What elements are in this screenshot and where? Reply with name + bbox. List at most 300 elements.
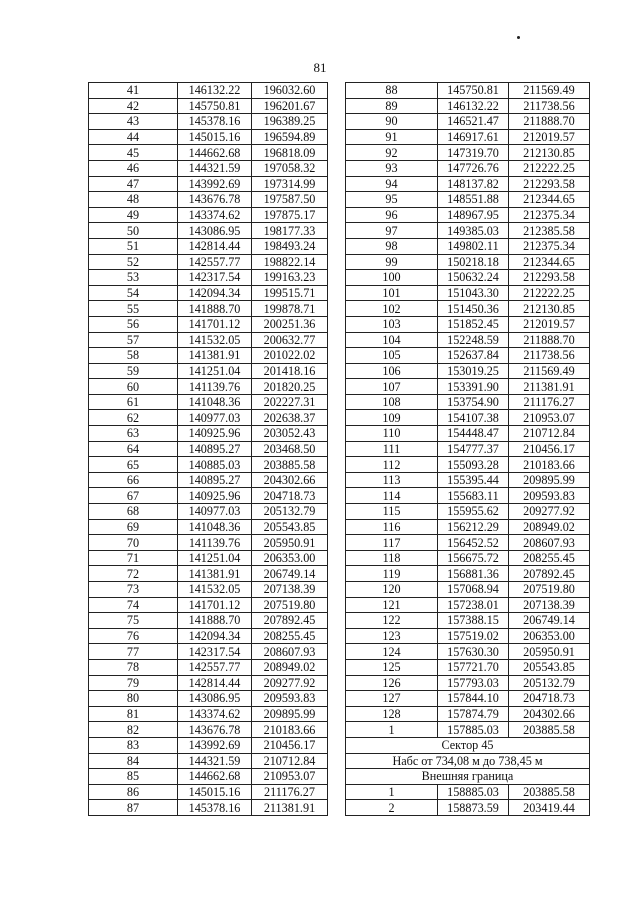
x-coordinate: 140895.27 xyxy=(178,472,252,488)
y-coordinate: 200632.77 xyxy=(252,332,328,348)
point-number: 81 xyxy=(89,706,178,722)
table-row xyxy=(346,535,590,551)
point-number: 83 xyxy=(89,737,178,753)
y-coordinate: 201418.16 xyxy=(252,363,328,379)
point-number: 1 xyxy=(346,722,438,738)
y-coordinate: 202638.37 xyxy=(252,410,328,426)
y-coordinate: 208949.02 xyxy=(252,659,328,675)
x-coordinate: 141381.91 xyxy=(178,348,252,364)
table-row xyxy=(346,722,590,738)
x-coordinate: 141139.76 xyxy=(178,379,252,395)
point-number: 91 xyxy=(346,129,438,145)
point-number: 127 xyxy=(346,691,438,707)
x-coordinate: 142094.34 xyxy=(178,628,252,644)
x-coordinate: 151450.36 xyxy=(438,301,509,317)
table-row xyxy=(346,800,590,816)
x-coordinate: 157238.01 xyxy=(438,597,509,613)
x-coordinate: 156452.52 xyxy=(438,535,509,551)
y-coordinate: 207519.80 xyxy=(252,597,328,613)
table-row xyxy=(346,550,590,566)
y-coordinate: 199163.23 xyxy=(252,270,328,286)
point-number: 80 xyxy=(89,691,178,707)
point-number: 103 xyxy=(346,316,438,332)
point-number: 82 xyxy=(89,722,178,738)
x-coordinate: 157388.15 xyxy=(438,613,509,629)
table-row xyxy=(346,270,590,286)
x-coordinate: 141048.36 xyxy=(178,394,252,410)
table-row xyxy=(346,316,590,332)
point-number: 102 xyxy=(346,301,438,317)
table-row xyxy=(89,176,328,192)
table-row xyxy=(346,348,590,364)
x-coordinate: 150632.24 xyxy=(438,270,509,286)
y-coordinate: 204302.66 xyxy=(509,706,590,722)
y-coordinate: 196389.25 xyxy=(252,114,328,130)
boundary-label: Внешняя граница xyxy=(346,769,590,785)
point-number: 77 xyxy=(89,644,178,660)
point-number: 114 xyxy=(346,488,438,504)
table-row xyxy=(89,769,328,785)
table-row xyxy=(346,394,590,410)
y-coordinate: 210712.84 xyxy=(509,426,590,442)
y-coordinate: 201820.25 xyxy=(252,379,328,395)
table-row xyxy=(89,737,328,753)
table-row xyxy=(89,254,328,270)
y-coordinate: 203885.58 xyxy=(509,784,590,800)
y-coordinate: 196201.67 xyxy=(252,98,328,114)
y-coordinate: 211176.27 xyxy=(509,394,590,410)
y-coordinate: 212222.25 xyxy=(509,285,590,301)
y-coordinate: 211569.49 xyxy=(509,83,590,99)
table-row xyxy=(89,426,328,442)
y-coordinate: 209277.92 xyxy=(252,675,328,691)
x-coordinate: 152248.59 xyxy=(438,332,509,348)
point-number: 108 xyxy=(346,394,438,410)
y-coordinate: 212385.58 xyxy=(509,223,590,239)
x-coordinate: 144321.59 xyxy=(178,160,252,176)
page-number: 81 xyxy=(313,60,327,75)
point-number: 126 xyxy=(346,675,438,691)
table-row xyxy=(346,160,590,176)
y-coordinate: 199515.71 xyxy=(252,285,328,301)
table-row xyxy=(346,254,590,270)
x-coordinate: 148137.82 xyxy=(438,176,509,192)
x-coordinate: 145378.16 xyxy=(178,114,252,130)
y-coordinate: 196594.89 xyxy=(252,129,328,145)
table-row xyxy=(89,628,328,644)
table-row xyxy=(89,722,328,738)
table-row xyxy=(89,207,328,223)
point-number: 116 xyxy=(346,519,438,535)
point-number: 85 xyxy=(89,769,178,785)
point-number: 104 xyxy=(346,332,438,348)
y-coordinate: 202227.31 xyxy=(252,394,328,410)
sector-title: Сектор 45 xyxy=(346,737,590,753)
point-number: 62 xyxy=(89,410,178,426)
x-coordinate: 155395.44 xyxy=(438,472,509,488)
y-coordinate: 212130.85 xyxy=(509,145,590,161)
table-row xyxy=(89,410,328,426)
table-row xyxy=(89,114,328,130)
y-coordinate: 208255.45 xyxy=(252,628,328,644)
x-coordinate: 140925.96 xyxy=(178,488,252,504)
table-row xyxy=(346,628,590,644)
table-row xyxy=(346,192,590,208)
table-row xyxy=(346,129,590,145)
x-coordinate: 143992.69 xyxy=(178,737,252,753)
x-coordinate: 144321.59 xyxy=(178,753,252,769)
point-number: 110 xyxy=(346,426,438,442)
point-number: 66 xyxy=(89,472,178,488)
table-row xyxy=(89,129,328,145)
point-number: 84 xyxy=(89,753,178,769)
table-row xyxy=(346,332,590,348)
x-coordinate: 148967.95 xyxy=(438,207,509,223)
x-coordinate: 154107.38 xyxy=(438,410,509,426)
y-coordinate: 211738.56 xyxy=(509,348,590,364)
point-number: 75 xyxy=(89,613,178,629)
point-number: 73 xyxy=(89,582,178,598)
point-number: 1 xyxy=(346,784,438,800)
table-row xyxy=(89,394,328,410)
x-coordinate: 153019.25 xyxy=(438,363,509,379)
table-row xyxy=(346,98,590,114)
table-row xyxy=(89,753,328,769)
table-row xyxy=(89,597,328,613)
x-coordinate: 157885.03 xyxy=(438,722,509,738)
table-row xyxy=(346,566,590,582)
point-number: 120 xyxy=(346,582,438,598)
y-coordinate: 197587.50 xyxy=(252,192,328,208)
table-row xyxy=(346,488,590,504)
table-row xyxy=(89,457,328,473)
point-number: 107 xyxy=(346,379,438,395)
y-coordinate: 211381.91 xyxy=(252,800,328,816)
boundary-label-row xyxy=(346,769,590,785)
table-row xyxy=(89,238,328,254)
x-coordinate: 141701.12 xyxy=(178,597,252,613)
y-coordinate: 210183.66 xyxy=(252,722,328,738)
x-coordinate: 141701.12 xyxy=(178,316,252,332)
point-number: 106 xyxy=(346,363,438,379)
table-row xyxy=(346,285,590,301)
point-number: 99 xyxy=(346,254,438,270)
x-coordinate: 157721.70 xyxy=(438,659,509,675)
y-coordinate: 212130.85 xyxy=(509,301,590,317)
table-row xyxy=(346,301,590,317)
point-number: 119 xyxy=(346,566,438,582)
point-number: 79 xyxy=(89,675,178,691)
y-coordinate: 211888.70 xyxy=(509,114,590,130)
point-number: 95 xyxy=(346,192,438,208)
x-coordinate: 141048.36 xyxy=(178,519,252,535)
table-row xyxy=(89,441,328,457)
sector-title-row xyxy=(346,737,590,753)
table-row xyxy=(346,426,590,442)
point-number: 57 xyxy=(89,332,178,348)
x-coordinate: 146132.22 xyxy=(438,98,509,114)
y-coordinate: 206353.00 xyxy=(252,550,328,566)
x-coordinate: 147319.70 xyxy=(438,145,509,161)
point-number: 65 xyxy=(89,457,178,473)
table-row xyxy=(89,519,328,535)
y-coordinate: 197058.32 xyxy=(252,160,328,176)
table-row xyxy=(346,691,590,707)
table-row xyxy=(346,83,590,99)
x-coordinate: 158885.03 xyxy=(438,784,509,800)
y-coordinate: 212344.65 xyxy=(509,192,590,208)
y-coordinate: 204718.73 xyxy=(509,691,590,707)
x-coordinate: 156675.72 xyxy=(438,550,509,566)
point-number: 56 xyxy=(89,316,178,332)
y-coordinate: 201022.02 xyxy=(252,348,328,364)
table-row xyxy=(89,472,328,488)
table-row xyxy=(89,145,328,161)
y-coordinate: 212293.58 xyxy=(509,176,590,192)
coordinates-table-left xyxy=(88,82,328,816)
x-coordinate: 141888.70 xyxy=(178,301,252,317)
x-coordinate: 154448.47 xyxy=(438,426,509,442)
point-number: 93 xyxy=(346,160,438,176)
y-coordinate: 210456.17 xyxy=(252,737,328,753)
x-coordinate: 142814.44 xyxy=(178,675,252,691)
y-coordinate: 211738.56 xyxy=(509,98,590,114)
table-row xyxy=(346,784,590,800)
point-number: 87 xyxy=(89,800,178,816)
y-coordinate: 209895.99 xyxy=(509,472,590,488)
y-coordinate: 206749.14 xyxy=(509,613,590,629)
sector-height-range: Набс от 734,08 м до 738,45 м xyxy=(346,753,590,769)
x-coordinate: 141532.05 xyxy=(178,332,252,348)
table-row xyxy=(89,706,328,722)
table-row xyxy=(346,176,590,192)
y-coordinate: 212375.34 xyxy=(509,238,590,254)
y-coordinate: 197314.99 xyxy=(252,176,328,192)
y-coordinate: 197875.17 xyxy=(252,207,328,223)
y-coordinate: 199878.71 xyxy=(252,301,328,317)
y-coordinate: 207892.45 xyxy=(509,566,590,582)
point-number: 58 xyxy=(89,348,178,364)
y-coordinate: 200251.36 xyxy=(252,316,328,332)
point-number: 59 xyxy=(89,363,178,379)
table-row xyxy=(346,519,590,535)
x-coordinate: 148551.88 xyxy=(438,192,509,208)
y-coordinate: 211176.27 xyxy=(252,784,328,800)
point-number: 115 xyxy=(346,504,438,520)
point-number: 96 xyxy=(346,207,438,223)
point-number: 128 xyxy=(346,706,438,722)
x-coordinate: 143374.62 xyxy=(178,207,252,223)
table-row xyxy=(346,223,590,239)
point-number: 48 xyxy=(89,192,178,208)
table-row xyxy=(346,582,590,598)
point-number: 41 xyxy=(89,83,178,99)
x-coordinate: 142557.77 xyxy=(178,659,252,675)
point-number: 42 xyxy=(89,98,178,114)
point-number: 78 xyxy=(89,659,178,675)
y-coordinate: 208255.45 xyxy=(509,550,590,566)
x-coordinate: 140925.96 xyxy=(178,426,252,442)
point-number: 60 xyxy=(89,379,178,395)
x-coordinate: 141251.04 xyxy=(178,550,252,566)
table-row xyxy=(89,613,328,629)
y-coordinate: 208607.93 xyxy=(252,644,328,660)
x-coordinate: 153391.90 xyxy=(438,379,509,395)
y-coordinate: 206749.14 xyxy=(252,566,328,582)
x-coordinate: 143676.78 xyxy=(178,192,252,208)
y-coordinate: 203885.58 xyxy=(509,722,590,738)
table-row xyxy=(89,348,328,364)
y-coordinate: 205543.85 xyxy=(509,659,590,675)
x-coordinate: 149385.03 xyxy=(438,223,509,239)
y-coordinate: 212375.34 xyxy=(509,207,590,223)
x-coordinate: 146917.61 xyxy=(438,129,509,145)
x-coordinate: 155683.11 xyxy=(438,488,509,504)
y-coordinate: 203052.43 xyxy=(252,426,328,442)
point-number: 74 xyxy=(89,597,178,613)
y-coordinate: 203468.50 xyxy=(252,441,328,457)
table-row xyxy=(89,535,328,551)
point-number: 98 xyxy=(346,238,438,254)
point-number: 109 xyxy=(346,410,438,426)
coordinates-table-right xyxy=(345,82,590,816)
y-coordinate: 211569.49 xyxy=(509,363,590,379)
scan-dot xyxy=(517,36,520,39)
y-coordinate: 210712.84 xyxy=(252,753,328,769)
y-coordinate: 205950.91 xyxy=(509,644,590,660)
table-row xyxy=(346,659,590,675)
point-number: 111 xyxy=(346,441,438,457)
x-coordinate: 157874.79 xyxy=(438,706,509,722)
y-coordinate: 205543.85 xyxy=(252,519,328,535)
y-coordinate: 211381.91 xyxy=(509,379,590,395)
x-coordinate: 157793.03 xyxy=(438,675,509,691)
point-number: 90 xyxy=(346,114,438,130)
table-row xyxy=(89,582,328,598)
point-number: 71 xyxy=(89,550,178,566)
point-number: 43 xyxy=(89,114,178,130)
point-number: 118 xyxy=(346,550,438,566)
table-row xyxy=(346,644,590,660)
point-number: 69 xyxy=(89,519,178,535)
point-number: 2 xyxy=(346,800,438,816)
y-coordinate: 209895.99 xyxy=(252,706,328,722)
x-coordinate: 140885.03 xyxy=(178,457,252,473)
table-row xyxy=(346,145,590,161)
x-coordinate: 141381.91 xyxy=(178,566,252,582)
point-number: 124 xyxy=(346,644,438,660)
point-number: 100 xyxy=(346,270,438,286)
point-number: 45 xyxy=(89,145,178,161)
y-coordinate: 212019.57 xyxy=(509,129,590,145)
table-row xyxy=(89,488,328,504)
table-row xyxy=(346,706,590,722)
point-number: 123 xyxy=(346,628,438,644)
x-coordinate: 143086.95 xyxy=(178,691,252,707)
point-number: 88 xyxy=(346,83,438,99)
table-row xyxy=(89,316,328,332)
y-coordinate: 208607.93 xyxy=(509,535,590,551)
x-coordinate: 142557.77 xyxy=(178,254,252,270)
table-row xyxy=(89,691,328,707)
y-coordinate: 207138.39 xyxy=(509,597,590,613)
point-number: 61 xyxy=(89,394,178,410)
point-number: 63 xyxy=(89,426,178,442)
table-row xyxy=(89,566,328,582)
y-coordinate: 207519.80 xyxy=(509,582,590,598)
y-coordinate: 210183.66 xyxy=(509,457,590,473)
point-number: 52 xyxy=(89,254,178,270)
y-coordinate: 196818.09 xyxy=(252,145,328,161)
point-number: 76 xyxy=(89,628,178,644)
x-coordinate: 141139.76 xyxy=(178,535,252,551)
table-row xyxy=(346,207,590,223)
point-number: 64 xyxy=(89,441,178,457)
x-coordinate: 146521.47 xyxy=(438,114,509,130)
x-coordinate: 151852.45 xyxy=(438,316,509,332)
y-coordinate: 207138.39 xyxy=(252,582,328,598)
x-coordinate: 156881.36 xyxy=(438,566,509,582)
y-coordinate: 212019.57 xyxy=(509,316,590,332)
x-coordinate: 141251.04 xyxy=(178,363,252,379)
table-row xyxy=(346,238,590,254)
point-number: 46 xyxy=(89,160,178,176)
x-coordinate: 156212.29 xyxy=(438,519,509,535)
y-coordinate: 207892.45 xyxy=(252,613,328,629)
y-coordinate: 203885.58 xyxy=(252,457,328,473)
y-coordinate: 208949.02 xyxy=(509,519,590,535)
y-coordinate: 212344.65 xyxy=(509,254,590,270)
y-coordinate: 212293.58 xyxy=(509,270,590,286)
x-coordinate: 143992.69 xyxy=(178,176,252,192)
y-coordinate: 210456.17 xyxy=(509,441,590,457)
point-number: 125 xyxy=(346,659,438,675)
y-coordinate: 211888.70 xyxy=(509,332,590,348)
table-row xyxy=(346,457,590,473)
x-coordinate: 157844.10 xyxy=(438,691,509,707)
table-row xyxy=(346,504,590,520)
y-coordinate: 198493.24 xyxy=(252,238,328,254)
table-row xyxy=(89,550,328,566)
x-coordinate: 145015.16 xyxy=(178,784,252,800)
x-coordinate: 140977.03 xyxy=(178,504,252,520)
table-row xyxy=(89,659,328,675)
x-coordinate: 158873.59 xyxy=(438,800,509,816)
table-row xyxy=(346,114,590,130)
x-coordinate: 142094.34 xyxy=(178,285,252,301)
table-row xyxy=(346,472,590,488)
table-row xyxy=(89,379,328,395)
point-number: 121 xyxy=(346,597,438,613)
x-coordinate: 150218.18 xyxy=(438,254,509,270)
x-coordinate: 144662.68 xyxy=(178,145,252,161)
table-row xyxy=(89,784,328,800)
x-coordinate: 147726.76 xyxy=(438,160,509,176)
x-coordinate: 142317.54 xyxy=(178,644,252,660)
table-row xyxy=(89,83,328,99)
y-coordinate: 206353.00 xyxy=(509,628,590,644)
table-row xyxy=(89,301,328,317)
x-coordinate: 155093.28 xyxy=(438,457,509,473)
y-coordinate: 204302.66 xyxy=(252,472,328,488)
y-coordinate: 198822.14 xyxy=(252,254,328,270)
point-number: 92 xyxy=(346,145,438,161)
point-number: 105 xyxy=(346,348,438,364)
x-coordinate: 142317.54 xyxy=(178,270,252,286)
table-row xyxy=(89,332,328,348)
point-number: 122 xyxy=(346,613,438,629)
x-coordinate: 157519.02 xyxy=(438,628,509,644)
